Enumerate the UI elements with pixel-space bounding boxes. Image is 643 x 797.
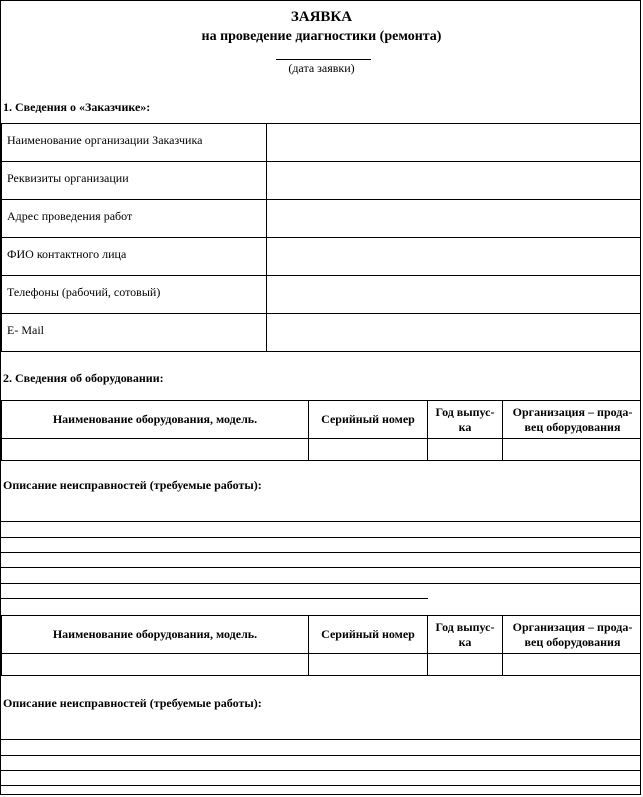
customer-field-label: Адрес проведения работ <box>2 200 267 238</box>
serial-number-cell[interactable] <box>309 654 428 676</box>
description-line[interactable] <box>1 598 428 599</box>
customer-field-label: Наименование организации Заказчика <box>2 124 267 162</box>
column-header-equipment-name: Наименование оборудования, модель. <box>2 616 309 654</box>
table-row <box>2 124 642 162</box>
customer-field-value[interactable] <box>267 162 642 200</box>
table-row <box>2 238 642 276</box>
table-row <box>2 162 642 200</box>
description-line[interactable] <box>1 567 641 568</box>
customer-field-value[interactable] <box>267 200 642 238</box>
description-line[interactable] <box>1 785 641 786</box>
table-row <box>2 276 642 314</box>
form-subtitle: на проведение диагностики (ремонта) <box>201 29 442 44</box>
description-line[interactable] <box>1 770 641 771</box>
column-header-serial-number: Серийный номер <box>309 401 428 439</box>
column-header-year: Год выпус- ка <box>428 616 503 654</box>
column-header-year: Год выпус- ка <box>428 401 503 439</box>
description-label: Описание неисправностей (требуемые работы): <box>3 478 262 492</box>
description-line[interactable] <box>1 739 641 740</box>
form-title: ЗАЯВКА <box>290 9 353 25</box>
description-line[interactable] <box>1 521 641 522</box>
description-line[interactable] <box>1 755 641 756</box>
customer-field-value[interactable] <box>267 238 642 276</box>
customer-field-label: E- Mail <box>2 314 267 352</box>
column-header-seller: Организация – прода- вец оборудования <box>503 401 642 439</box>
date-label: (дата заявки) <box>288 61 355 75</box>
column-header-equipment-name: Наименование оборудования, модель. <box>2 401 309 439</box>
column-header-serial-number: Серийный номер <box>309 616 428 654</box>
customer-field-label: Телефоны (рабочий, сотовый) <box>2 276 267 314</box>
customer-field-value[interactable] <box>267 314 642 352</box>
equipment-section-heading: 2. Сведения об оборудовании: <box>3 371 164 385</box>
equipment-table <box>1 615 641 676</box>
description-line[interactable] <box>1 552 641 553</box>
equipment-table <box>1 400 641 461</box>
customer-field-label: ФИО контактного лица <box>2 238 267 276</box>
serial-number-cell[interactable] <box>309 439 428 461</box>
customer-info-table <box>1 123 641 352</box>
table-row <box>2 314 642 352</box>
customer-field-value[interactable] <box>267 276 642 314</box>
seller-cell[interactable] <box>503 654 642 676</box>
year-cell[interactable] <box>428 654 503 676</box>
column-header-seller: Организация – прода- вец оборудования <box>503 616 642 654</box>
equipment-name-cell[interactable] <box>2 439 309 461</box>
customer-field-value[interactable] <box>267 124 642 162</box>
year-cell[interactable] <box>428 439 503 461</box>
customer-section-heading: 1. Сведения о «Заказчике»: <box>3 100 151 114</box>
equipment-table-header <box>2 616 642 654</box>
date-input-line[interactable] <box>276 59 371 60</box>
customer-field-label: Реквизиты организации <box>2 162 267 200</box>
table-row <box>2 654 642 676</box>
equipment-name-cell[interactable] <box>2 654 309 676</box>
description-line[interactable] <box>1 537 641 538</box>
equipment-table-header <box>2 401 642 439</box>
seller-cell[interactable] <box>503 439 642 461</box>
table-row <box>2 200 642 238</box>
description-label: Описание неисправностей (требуемые работы): <box>3 696 262 710</box>
table-row <box>2 439 642 461</box>
description-line[interactable] <box>1 583 641 584</box>
